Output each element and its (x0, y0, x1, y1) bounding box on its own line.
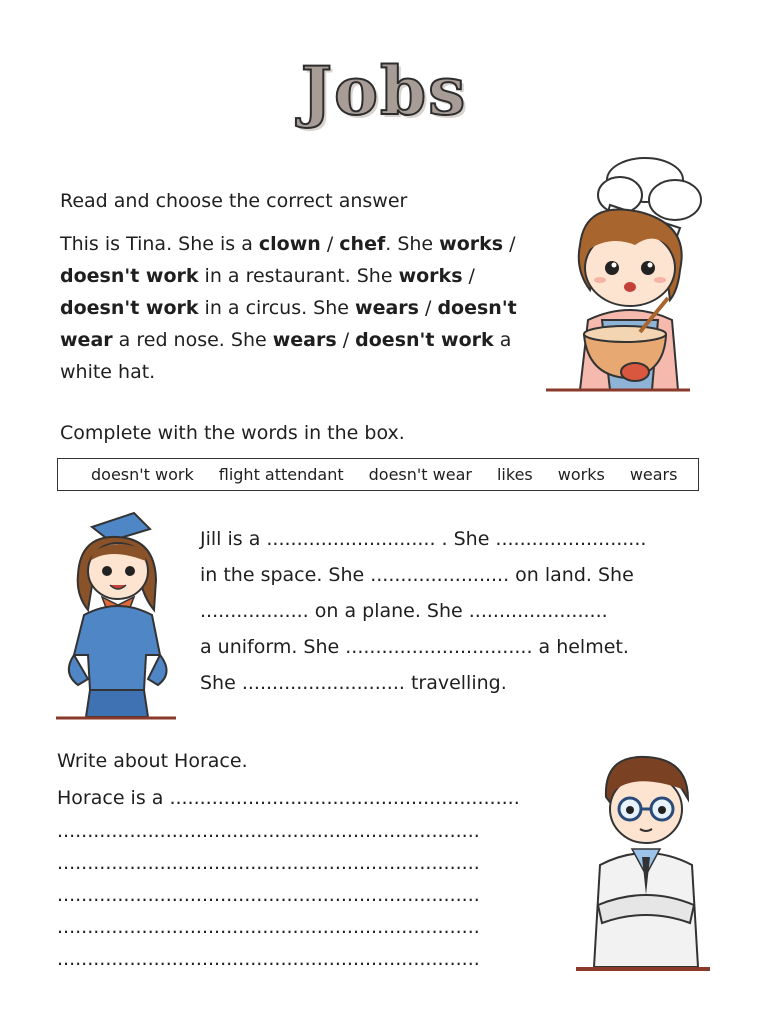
worksheet-title: Jobs (300, 52, 468, 130)
answer-choice: wears (272, 329, 337, 351)
jill-line: Jill is a ............................ . She ......................... (200, 528, 647, 550)
jill-line: a uniform. She ............................... a helmet. (200, 636, 629, 658)
paragraph-text: in a circus. She (198, 297, 356, 319)
paragraph-text: / (462, 265, 475, 287)
paragraph-text: / (336, 329, 356, 351)
word-bank-box (57, 458, 699, 491)
answer-choice: wears (355, 297, 419, 319)
paragraph-text: in a restaurant. She (198, 265, 399, 287)
jill-paragraph (200, 521, 700, 701)
word-bank-item: works (557, 465, 605, 484)
word-bank-item: doesn't work (91, 465, 194, 484)
answer-choice: doesn't work (355, 329, 494, 351)
writing-line: ...................................................................... (57, 820, 480, 842)
word-bank-item: doesn't wear (368, 465, 472, 484)
paragraph-text: a red nose. She (112, 329, 273, 351)
instruction-complete: Complete with the words in the box. (60, 422, 405, 444)
answer-choice: doesn't work (60, 297, 199, 319)
answer-choice: works (439, 233, 504, 255)
writing-line: ...................................................................... (57, 916, 480, 938)
writing-line: ...................................................................... (57, 852, 480, 874)
word-bank-item: likes (496, 465, 533, 484)
writing-line: Horace is a .......................................................... (57, 787, 520, 809)
instruction-write: Write about Horace. (57, 750, 248, 772)
answer-choice: clown (258, 233, 321, 255)
paragraph-text: . She (385, 233, 440, 255)
tina-paragraph (60, 228, 550, 388)
chef-illustration (540, 150, 710, 395)
answer-choice: chef (339, 233, 386, 255)
paragraph-text: / (503, 233, 516, 255)
doctor-illustration (570, 745, 715, 975)
writing-line: ...................................................................... (57, 948, 480, 970)
jill-line: in the space. She ....................... on land. She (200, 564, 634, 586)
instruction-choose: Read and choose the correct answer (60, 190, 408, 212)
paragraph-text: a white hat. (60, 329, 512, 383)
paragraph-text: / (320, 233, 340, 255)
answer-choice: doesn't wear (60, 297, 517, 351)
paragraph-text: This is Tina. She is a (60, 233, 259, 255)
flight-attendant-illustration (50, 505, 185, 723)
jill-line: She ........................... travelling. (200, 672, 507, 694)
answer-choice: doesn't work (60, 265, 199, 287)
jill-line: .................. on a plane. She ....................... (200, 600, 608, 622)
paragraph-text: / (418, 297, 438, 319)
word-bank-item: wears (629, 465, 678, 484)
word-bank-item: flight attendant (218, 465, 344, 484)
writing-line: ...................................................................... (57, 884, 480, 906)
answer-choice: works (398, 265, 463, 287)
